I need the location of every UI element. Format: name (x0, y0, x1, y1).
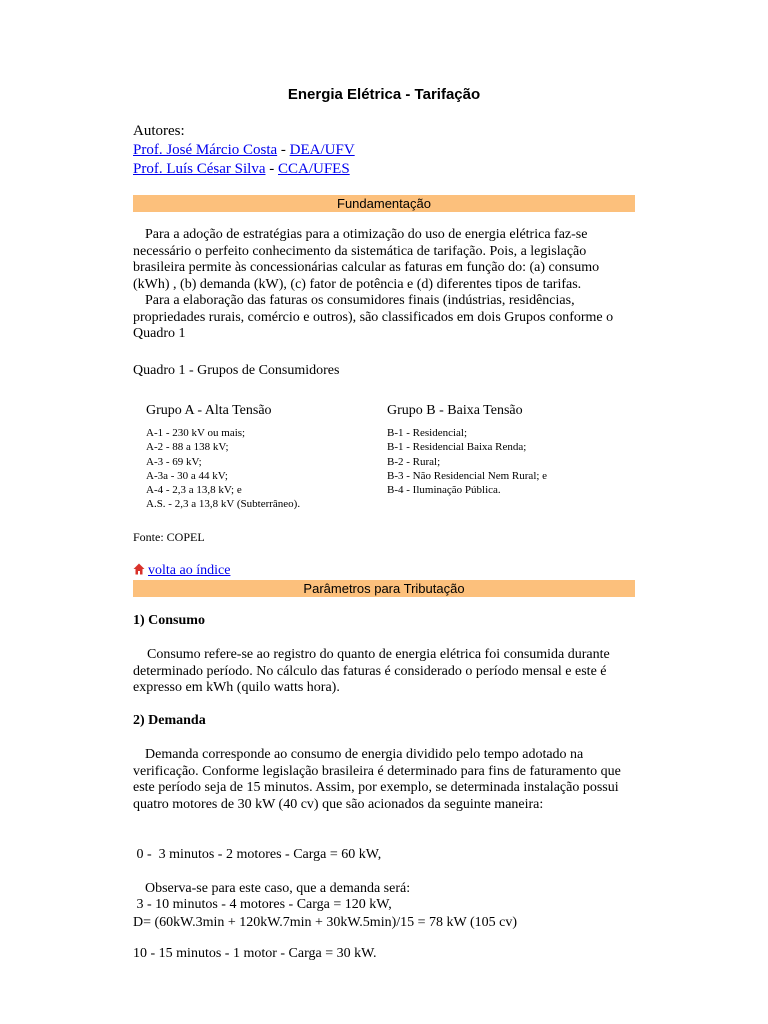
group-a-item: A-2 - 88 a 138 kV; (146, 441, 229, 454)
fundamentacao-text (133, 227, 635, 343)
table-caption: Quadro 1 - Grupos de Consumidores (133, 363, 340, 378)
group-a-item: A-3a - 30 a 44 kV; (146, 469, 228, 482)
group-a-item: A-4 - 2,3 a 13,8 kV; e (146, 484, 242, 497)
paragraph: Para a adoção de estratégias para a otimização do uso de energia elétrica faz-se necessário o perfeito conhecimento da sistemática de tarifação. Pois, a legislação brasileira permite às concessionárias calcular as faturas em função do: (a) consumo (kWh) , (b) demanda (kW), (c) fator de potência e (d) diferentes tipos de tarifas. (133, 227, 600, 292)
schedule-line: 3 - 10 minutos - 4 motores - Carga = 120 kW, (133, 896, 392, 912)
paragraph: Para a elaboração das faturas os consumidores finais (indústrias, residências, propriedades rurais, comércio e outros), são classificados em dois Grupos conforme o Quadro 1 (133, 293, 614, 341)
group-b-item: B-3 - Não Residencial Nem Rural; e (387, 469, 548, 482)
group-a-item: A.S. - 2,3 a 13,8 kV (Subterrâneo). (146, 498, 301, 511)
schedule-line: 10 - 15 minutos - 1 motor - Carga = 30 kW. (133, 946, 377, 961)
home-icon (133, 563, 145, 575)
group-b-item: B-1 - Residencial Baixa Renda; (387, 441, 527, 454)
author-1-name-link[interactable]: Prof. José Márcio Costa (133, 142, 278, 158)
group-b-title: Grupo B - Baixa Tensão (387, 403, 523, 418)
group-a-item: A-3 - 69 kV; (146, 455, 202, 468)
heading-demanda: 2) Demanda (133, 713, 206, 728)
group-b-column (387, 402, 635, 497)
demand-formula: D= (60kW.3min + 120kW.7min + 30kW.5min)/15 = 78 kW (105 cv) (133, 915, 518, 930)
page-title: Energia Elétrica - Tarifação (287, 86, 481, 103)
heading-consumo: 1) Consumo (133, 613, 205, 628)
group-b-item: B-4 - Iluminação Pública. (387, 484, 501, 497)
schedule-line: 0 - 3 minutos - 2 motores - Carga = 60 kW, (133, 847, 382, 862)
observe-text: Observa-se para este caso, que a demanda será: (145, 881, 411, 896)
author-2-name-link[interactable]: Prof. Luís César Silva (133, 161, 266, 177)
group-b-item: B-1 - Residencial; (387, 427, 468, 439)
authors-label: Autores: (133, 123, 185, 139)
group-a-item: A-1 - 230 kV ou mais; (146, 427, 246, 439)
author-2 (133, 160, 355, 179)
author-2-dept-link[interactable]: CCA/UFES (278, 161, 350, 177)
source-note: Fonte: COPEL (133, 530, 205, 544)
back-to-index-link[interactable]: volta ao índice (148, 563, 231, 578)
section-header-parametros: Parâmetros para Tributação (133, 580, 635, 597)
demanda-text: Demanda corresponde ao consumo de energia dividido pelo tempo adotado na verificação. Conforme legislação brasileira é determinado para fins de faturamento que este período seja de 15 minutos. Assim, por exemplo, se determinada instalação possui quatro motores de 30 kW (40 cv) que são acionados da seguinte maneira: (133, 747, 621, 812)
authors-block (133, 122, 355, 179)
author-1-dept-link[interactable]: DEA/UFV (289, 142, 355, 158)
group-b-item: B-2 - Rural; (387, 455, 441, 468)
back-to-index[interactable] (133, 562, 230, 579)
author-1-sep: - (277, 142, 290, 158)
author-1 (133, 141, 355, 160)
consumo-text: Consumo refere-se ao registro do quanto de energia elétrica foi consumida durante determinado período. No cálculo das faturas é considerado o período mensal e este é expresso em kWh (quilo watts hora). (133, 647, 610, 695)
author-2-sep: - (265, 161, 278, 177)
group-a-title: Grupo A - Alta Tensão (146, 403, 272, 418)
group-a-column (146, 402, 376, 512)
section-header-fundamentacao: Fundamentação (133, 195, 635, 212)
